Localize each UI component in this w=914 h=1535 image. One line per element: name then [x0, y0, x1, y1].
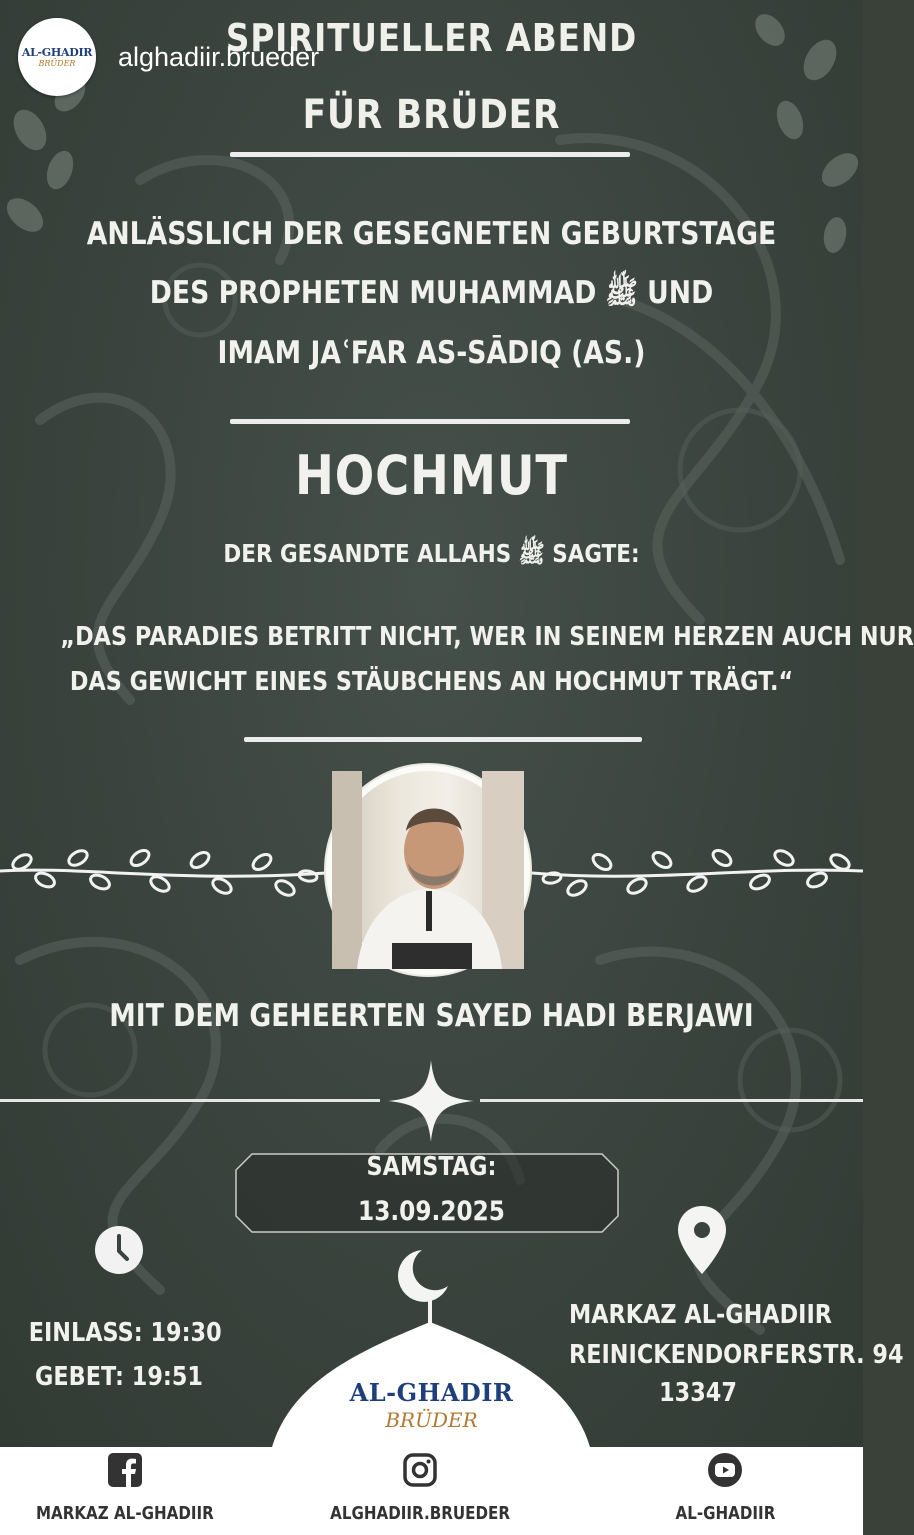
event-date: 13.09.2025 [358, 1196, 505, 1227]
speaker-line: MIT DEM GEHEERTEN SAYED HADI BERJAWI [109, 998, 754, 1034]
admission-time: EINLASS: 19:30 [28, 1318, 222, 1348]
leaf-vine-decoration [532, 838, 863, 908]
prayer-time: GEBET: 19:51 [35, 1362, 203, 1392]
footer-label: ALGHADIIR.BRUEDER [330, 1503, 510, 1524]
hadith-quote-line: „DAS PARADIES BETRITT NICHT, WER IN SEINEM HERZEN AUCH NUR [60, 622, 914, 652]
speaker-photo [332, 771, 524, 969]
location-pin-icon [678, 1206, 726, 1276]
four-point-star-icon [388, 1060, 474, 1142]
venue-name: MARKAZ AL-GHADIIR [569, 1300, 833, 1330]
occasion-line: ANLÄSSLICH DER GESEGNETEN GEBURTSTAGE [86, 216, 777, 252]
footer-label: MARKAZ AL-GHADIIR [36, 1503, 214, 1524]
divider-rule [230, 152, 630, 157]
occasion-line: IMAM JAʿFAR AS-SĀDIQ (AS.) [217, 335, 646, 371]
social-footer [0, 1447, 863, 1535]
avatar-logo-subtext: BRÜDER [38, 59, 76, 68]
speaker-portrait-frame [326, 765, 530, 975]
topic-heading: HOCHMUT [295, 444, 568, 507]
divider-rule [480, 1099, 863, 1102]
footer-label: AL-GHADIIR [675, 1503, 775, 1524]
facebook-link[interactable] [30, 1447, 220, 1535]
story-username[interactable]: alghadiir.brueder [118, 41, 320, 72]
story-header[interactable] [18, 18, 319, 96]
event-day: SAMSTAG: [366, 1152, 497, 1182]
hadith-intro: DER GESANDTE ALLAHS ﷺ SAGTE: [223, 539, 640, 568]
venue-zip: 13347 [659, 1378, 737, 1408]
venue-street: REINICKENDORFERSTR. 94 [569, 1340, 904, 1370]
clock-icon [95, 1226, 143, 1274]
avatar[interactable] [18, 18, 96, 96]
youtube-link[interactable] [630, 1447, 820, 1535]
occasion-line: DES PROPHETEN MUHAMMAD ﷺ UND [149, 275, 714, 311]
divider-rule [230, 419, 630, 424]
facebook-icon [108, 1453, 142, 1487]
poster-title-line2: FÜR BRÜDER [302, 92, 561, 138]
organization-logo-subtitle: BRÜDER [385, 1408, 478, 1432]
instagram-link[interactable] [325, 1447, 515, 1535]
avatar-logo-text: AL-GHADIR [21, 46, 93, 59]
poster-title-line1: SPIRITUELLER ABEND [225, 16, 638, 60]
youtube-icon [708, 1453, 742, 1487]
organization-logo: AL-GHADIR [349, 1378, 514, 1407]
hadith-quote-line: DAS GEWICHT EINES STÄUBCHENS AN HOCHMUT TRÄGT.“ [69, 667, 794, 697]
leaf-vine-decoration [0, 838, 326, 908]
instagram-icon [403, 1453, 437, 1487]
divider-rule [0, 1099, 380, 1102]
divider-rule [244, 737, 642, 742]
